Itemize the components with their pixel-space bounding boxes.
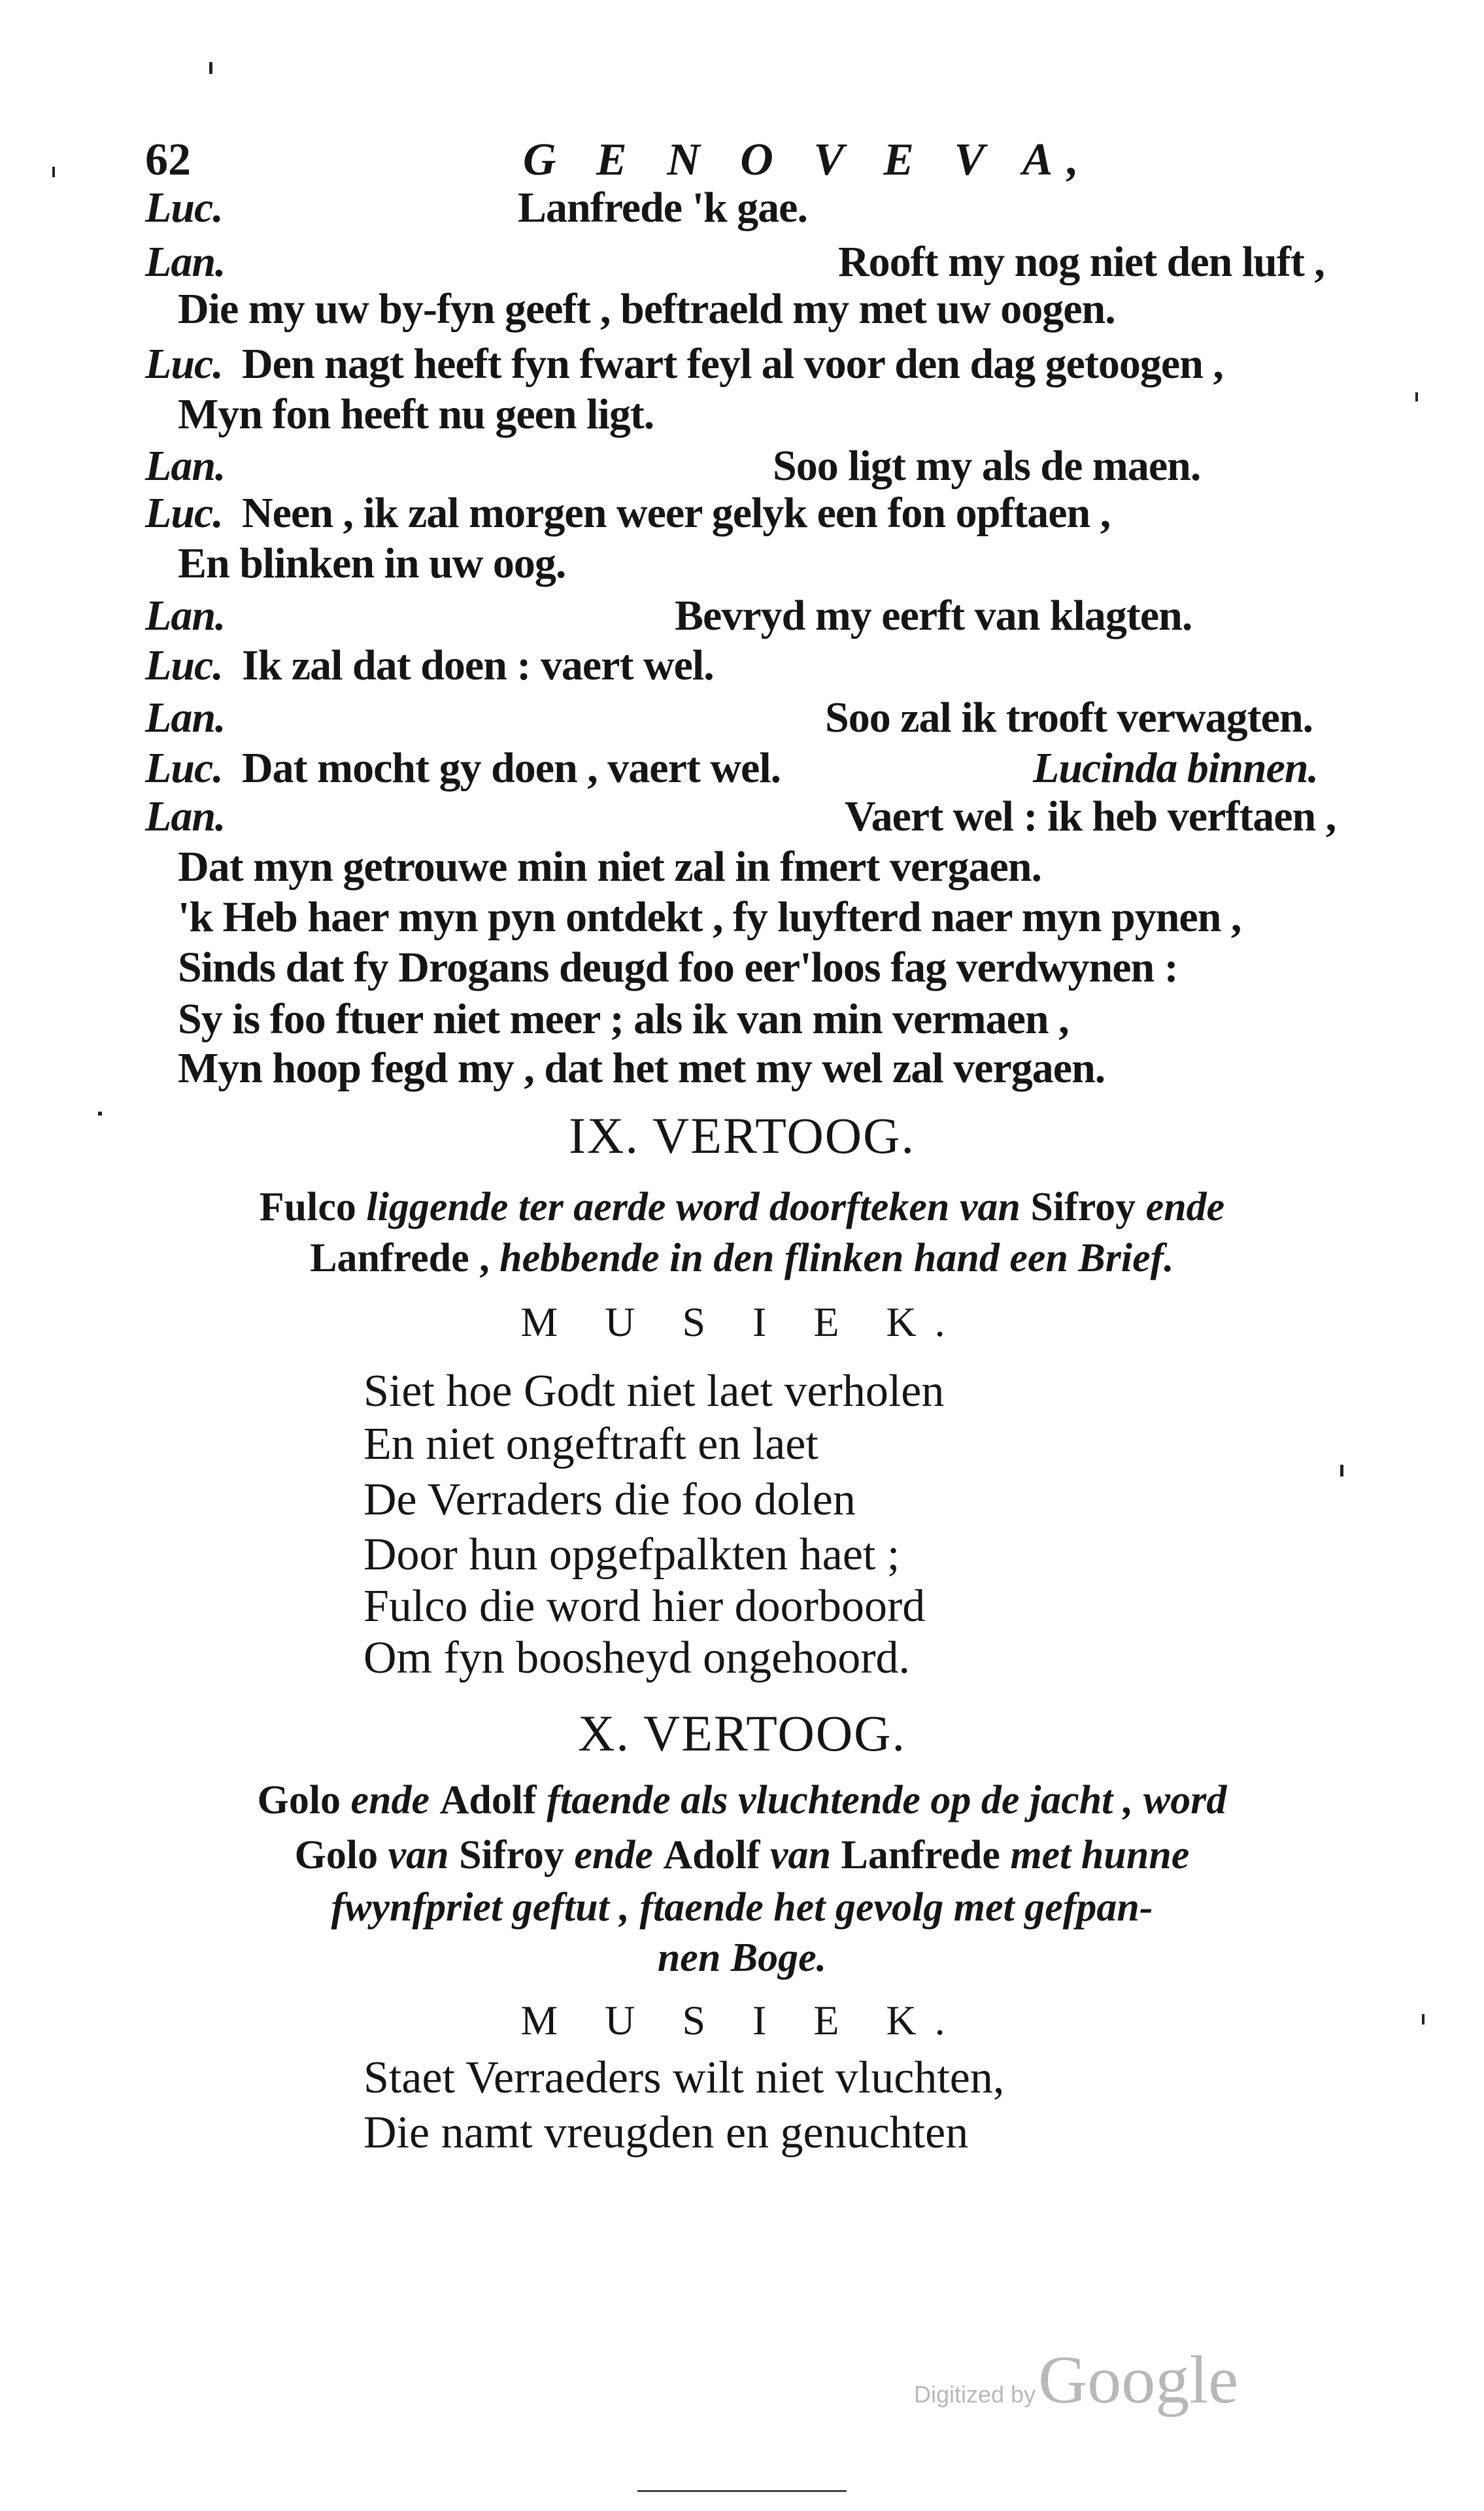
dialogue-line: Bevryd my eerft van klagten. <box>675 592 1192 640</box>
speaker-label: Luc. <box>145 184 223 231</box>
music-heading-x: M U S I E K. <box>520 1997 964 2043</box>
dialogue-line: Dat myn getrouwe min niet zal in fmert vergaen. <box>178 843 1041 891</box>
scan-rule <box>637 2490 847 2492</box>
italic-segment: van <box>770 1833 841 1877</box>
scan-speck <box>1422 2014 1425 2024</box>
stage-exit-note: Lucinda binnen. <box>1033 744 1319 792</box>
stage-direction-line <box>0 1938 1484 1978</box>
dialogue-line: Vaert wel : ik heb verftaen , <box>845 793 1336 840</box>
song-line: De Verraders die foo dolen <box>363 1475 856 1525</box>
roman-segment: Lanfrede , <box>310 1236 500 1280</box>
italic-segment: nen Boge. <box>657 1936 827 1980</box>
scene-heading-ix: IX. VERTOOG. <box>569 1107 915 1164</box>
song-line: Door hun opgefpalkten haet ; <box>363 1529 900 1580</box>
italic-segment: fwynfpriet geftut , ftaende het gevolg met gefpan- <box>331 1885 1153 1930</box>
dialogue-line: Ik zal dat doen : vaert wel. <box>242 641 714 689</box>
stage-direction-line <box>0 1835 1484 1875</box>
song-line: Staet Verraeders wilt niet vluchten, <box>363 2053 1005 2103</box>
dialogue-line: Rooft my nog niet den luft , <box>838 238 1324 286</box>
speaker-label: Luc. <box>145 641 223 689</box>
speaker-label: Lan. <box>145 442 226 490</box>
speaker-label: Lan. <box>145 694 226 742</box>
music-heading-ix: M U S I E K. <box>520 1299 964 1345</box>
dialogue-line: Lanfrede 'k gae. <box>518 184 807 231</box>
dialogue-line: Die my uw by-fyn geeft , beftraeld my met uw oogen. <box>178 285 1115 333</box>
scan-speck <box>1415 392 1418 401</box>
roman-segment: Adolf <box>663 1833 771 1877</box>
roman-segment: Fulco <box>259 1185 367 1229</box>
song-line: En niet ongeftraft en laet <box>363 1419 818 1469</box>
dialogue-line: Myn hoop fegd my , dat het met my wel zal vergaen. <box>178 1044 1105 1092</box>
italic-segment: ende <box>574 1833 664 1877</box>
song-line: Die namt vreugden en genuchten <box>363 2108 969 2158</box>
google-watermark <box>914 2341 1238 2419</box>
dialogue-line: 'k Heb haer myn pyn ontdekt , fy luyfterd naer myn pynen , <box>178 893 1241 941</box>
roman-segment: Adolf <box>439 1778 547 1822</box>
italic-segment: met hunne <box>1010 1833 1190 1877</box>
roman-segment: Lanfrede <box>841 1833 1011 1877</box>
song-line: Om fyn boosheyd ongehoord. <box>363 1633 911 1683</box>
page-number: 62 <box>145 135 191 185</box>
scan-speck <box>1340 1465 1343 1477</box>
dialogue-line: Sinds dat fy Drogans deugd foo eer'loos fag verdwynen : <box>178 944 1178 991</box>
running-title: G E N O V E V A, <box>523 135 1093 185</box>
stage-direction-line <box>0 1887 1484 1928</box>
speaker-label: Luc. <box>145 744 223 792</box>
italic-segment: liggende ter aerde word doorfteken van <box>366 1185 1031 1229</box>
song-line: Fulco die word hier doorboord <box>363 1581 926 1631</box>
speaker-label: Lan. <box>145 793 226 840</box>
speaker-label: Lan. <box>145 592 226 640</box>
dialogue-line: Neen , ik zal morgen weer gelyk een fon opftaen , <box>242 489 1111 537</box>
scan-speck <box>52 167 55 177</box>
dialogue-line: Den nagt heeft fyn fwart feyl al voor den dag getoogen , <box>242 340 1223 388</box>
scan-speck <box>209 62 212 74</box>
dialogue-line: Myn fon heeft nu geen ligt. <box>178 390 654 438</box>
roman-segment: Sifroy <box>459 1833 575 1877</box>
speaker-label: Lan. <box>145 238 226 286</box>
song-line: Siet hoe Godt niet laet verholen <box>363 1366 945 1416</box>
watermark-small-text: Digitized by <box>914 2381 1036 2408</box>
italic-segment: ftaende als vluchtende op de jacht , word <box>547 1778 1227 1822</box>
stage-direction-line <box>0 1780 1484 1820</box>
scan-speck <box>98 1112 102 1116</box>
italic-segment: ende <box>350 1778 440 1822</box>
dialogue-line: Soo zal ik trooft verwagten. <box>825 694 1313 742</box>
watermark-logo-text: Google <box>1038 2342 1239 2417</box>
scene-heading-x: X. VERTOOG. <box>578 1705 906 1762</box>
speaker-label: Luc. <box>145 489 223 537</box>
dialogue-line: Soo ligt my als de maen. <box>773 442 1201 490</box>
roman-segment: Golo <box>257 1778 351 1822</box>
roman-segment: Golo <box>294 1833 388 1877</box>
italic-segment: ende <box>1145 1185 1225 1229</box>
roman-segment: Sifroy <box>1030 1185 1146 1229</box>
dialogue-line: En blinken in uw oog. <box>178 539 566 587</box>
stage-direction-line <box>0 1238 1484 1278</box>
stage-direction-line <box>0 1187 1484 1227</box>
speaker-label: Luc. <box>145 340 223 388</box>
dialogue-line: Dat mocht gy doen , vaert wel. <box>242 744 781 792</box>
italic-segment: van <box>388 1833 460 1877</box>
dialogue-line: Sy is foo ftuer niet meer ; als ik van min vermaen , <box>178 995 1069 1043</box>
italic-segment: hebbende in den flinken hand een Brief. <box>499 1236 1174 1280</box>
